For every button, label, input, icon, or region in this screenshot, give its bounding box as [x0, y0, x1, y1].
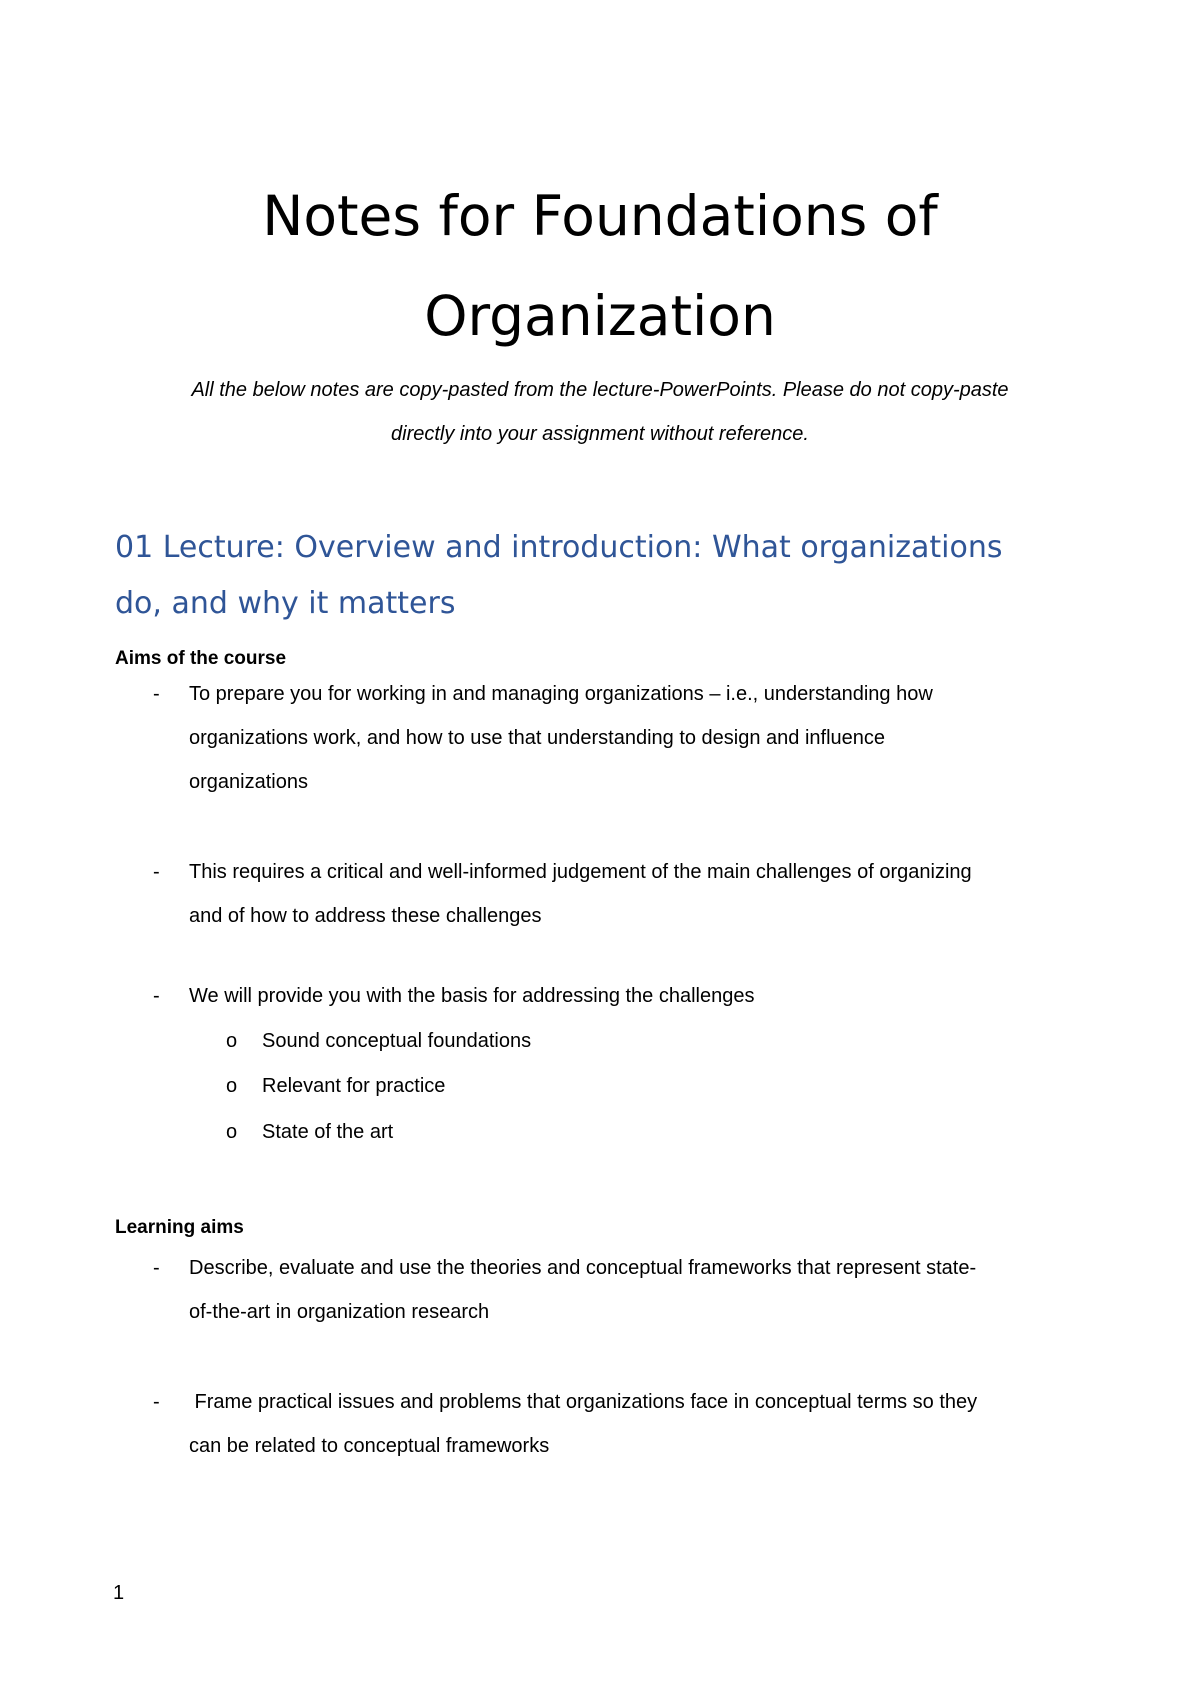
- sub-list-item: [115, 1110, 393, 1154]
- sub-list-item: [115, 1019, 531, 1063]
- list-item-line: Describe, evaluate and use the theories and conceptual frameworks that represent state-: [189, 1257, 977, 1279]
- list-item-line: can be related to conceptual frameworks: [189, 1435, 550, 1457]
- list-item-text: [189, 1246, 1075, 1334]
- list-item-line: organizations: [189, 771, 308, 793]
- bullet-marker: -: [153, 861, 160, 883]
- list-item: [115, 1380, 1075, 1468]
- learning-aims-heading: Learning aims: [115, 1217, 244, 1238]
- subtitle-line: directly into your assignment without reference.: [391, 423, 809, 445]
- sub-list-item: [115, 1064, 445, 1108]
- document-subtitle: [0, 368, 1200, 456]
- circle-bullet-icon: o: [226, 1030, 238, 1052]
- document-title: [0, 166, 1200, 366]
- bullet-marker: -: [153, 1257, 160, 1279]
- aims-heading: Aims of the course: [115, 648, 287, 669]
- list-item-text: [189, 672, 1075, 804]
- list-item-text: [189, 1380, 1075, 1468]
- list-item-line: We will provide you with the basis for addressing the challenges: [189, 985, 755, 1007]
- section-heading-line: do, and why it matters: [115, 586, 456, 621]
- bullet-marker: -: [153, 683, 160, 705]
- circle-bullet-icon: o: [226, 1121, 238, 1143]
- sub-list-item-text: Sound conceptual foundations: [262, 1030, 532, 1052]
- list-item-text: [189, 850, 1075, 938]
- section-heading: [115, 520, 1115, 632]
- sub-list-item-text: State of the art: [262, 1121, 394, 1143]
- list-item-text: [189, 974, 1075, 1018]
- subtitle-line: All the below notes are copy-pasted from the lecture-PowerPoints. Please do not copy-paste: [191, 379, 1009, 401]
- circle-bullet-icon: o: [226, 1075, 238, 1097]
- document-title-line: Notes for Foundations of: [262, 184, 938, 248]
- bullet-marker: -: [153, 1391, 160, 1413]
- list-item: [115, 850, 1075, 938]
- document-title-line: Organization: [424, 284, 776, 348]
- list-item: [115, 974, 1075, 1018]
- list-item: [115, 672, 1075, 804]
- list-item: [115, 1246, 1075, 1334]
- page-number: 1: [113, 1582, 125, 1604]
- list-item-line: Frame practical issues and problems that organizations face in conceptual terms so they: [189, 1391, 978, 1413]
- section-heading-line: 01 Lecture: Overview and introduction: What organizations: [115, 530, 1003, 565]
- list-item-line: and of how to address these challenges: [189, 905, 542, 927]
- list-item-line: This requires a critical and well-informed judgement of the main challenges of organizing: [189, 861, 972, 883]
- list-item-line: organizations work, and how to use that understanding to design and influence: [189, 727, 886, 749]
- sub-list-item-text: Relevant for practice: [262, 1075, 446, 1097]
- list-item-line: To prepare you for working in and managing organizations – i.e., understanding how: [189, 683, 933, 705]
- bullet-marker: -: [153, 985, 160, 1007]
- list-item-line: of-the-art in organization research: [189, 1301, 490, 1323]
